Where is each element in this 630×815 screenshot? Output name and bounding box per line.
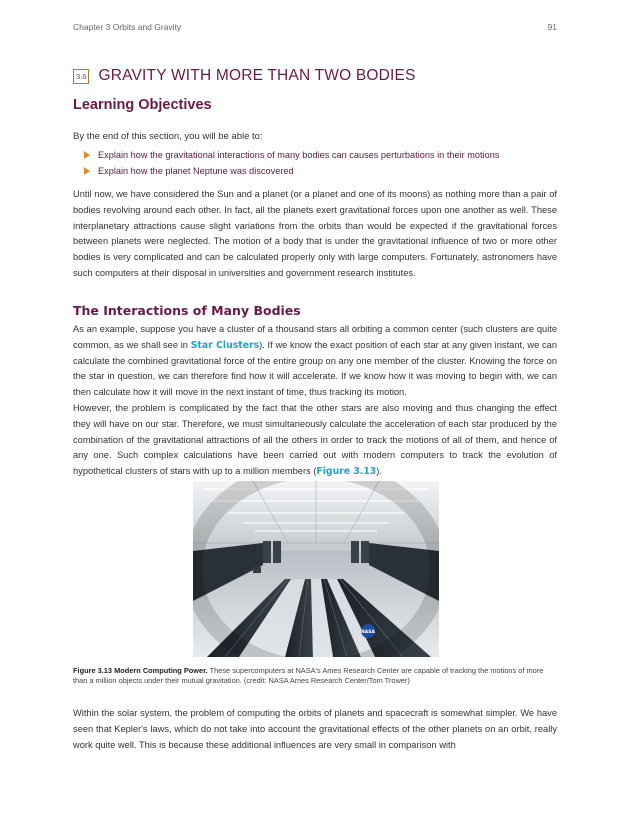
objectives-list (84, 147, 499, 179)
running-header (73, 22, 557, 34)
supercomputer-photo (193, 481, 439, 657)
subsection-title: The Interactions of Many Bodies (73, 303, 301, 318)
section-heading (73, 67, 416, 85)
page-number: 91 (547, 22, 557, 32)
learning-objectives-title: Learning Objectives (73, 97, 212, 113)
section-title: GRAVITY WITH MORE THAN TWO BODIES (98, 67, 416, 84)
body-paragraph: Within the solar system, the problem of computing the orbits of planets and spacecraft is somewhat simpler. We have seen that Kepler's laws, which do not take into account the gravitational effects of the other planets on an orbit, really work quite well. This is because these additional influences are very small in comparison with (73, 708, 557, 750)
triangle-bullet-icon (84, 167, 90, 175)
figure-caption (73, 666, 557, 686)
caption-label: Figure 3.13 Modern Computing Power. (73, 666, 208, 675)
figure-3-13-link[interactable]: Figure 3.13 (316, 466, 377, 478)
objective-item: Explain how the planet Neptune was discovered (84, 163, 499, 179)
star-clusters-link[interactable]: Star Clusters (190, 339, 260, 351)
body-paragraph: However, the problem is complicated by the fact that the other stars are also moving and thus changing the effect they will have on our star. Therefore, we must simultaneously calculate the acceleration of each star produced by the combination of the gravitational attractions of all the others in order to track the motions of all of them, and hence of any one. Such complex calculations have been carried out with modern computers to track the evolution of hypothetical clusters of stars with up to a million members (Figure 3.13). (73, 403, 557, 478)
nasa-logo-text: NASA (361, 630, 375, 635)
triangle-bullet-icon (84, 151, 90, 159)
chapter-title: Chapter 3 Orbits and Gravity (73, 22, 182, 32)
section-number-badge: 3.6 (73, 69, 89, 84)
learning-objectives-intro: By the end of this section, you will be able to: (73, 131, 263, 142)
caption-text: These supercomputers at NASA's Ames Research Center are capable of tracking the motions of more than a million objects under their mutual gravitation. (credit: NASA Ames Research Center/Tom Trower) (73, 666, 544, 685)
objective-item: Explain how the gravitational interactions of many bodies can causes perturbations in their motions (84, 147, 499, 163)
body-paragraph: As an example, suppose you have a cluster of a thousand stars all orbiting a common center (such clusters are quite common, as we shall see in Star Clusters). If we know the exact position of each star at any given instant, we can calculate the combined gravitational force of the entire group on any one member of the cluster. Knowing the force on the star in question, we can therefore find how it will accelerate. If we know how it was moving to begin with, we can then calculate how it will move in the next instant of time, thus tracking its motion. (73, 324, 557, 398)
body-paragraph: Until now, we have considered the Sun and a planet (or a planet and one of its moons) as nothing more than a pair of bodies revolving around each other. In fact, all the planets exert gravitational forces upon one another as well. These interplanetary attractions cause slight variations from the orbits than would be expected if the gravitational forces between planets were neglected. The motion of a body that is under the gravitational influence of two or more other bodies is very complicated and can be calculated properly only with large computers. Fortunately, astronomers have such computers at their disposal in universities and government research institutes. (73, 189, 557, 278)
